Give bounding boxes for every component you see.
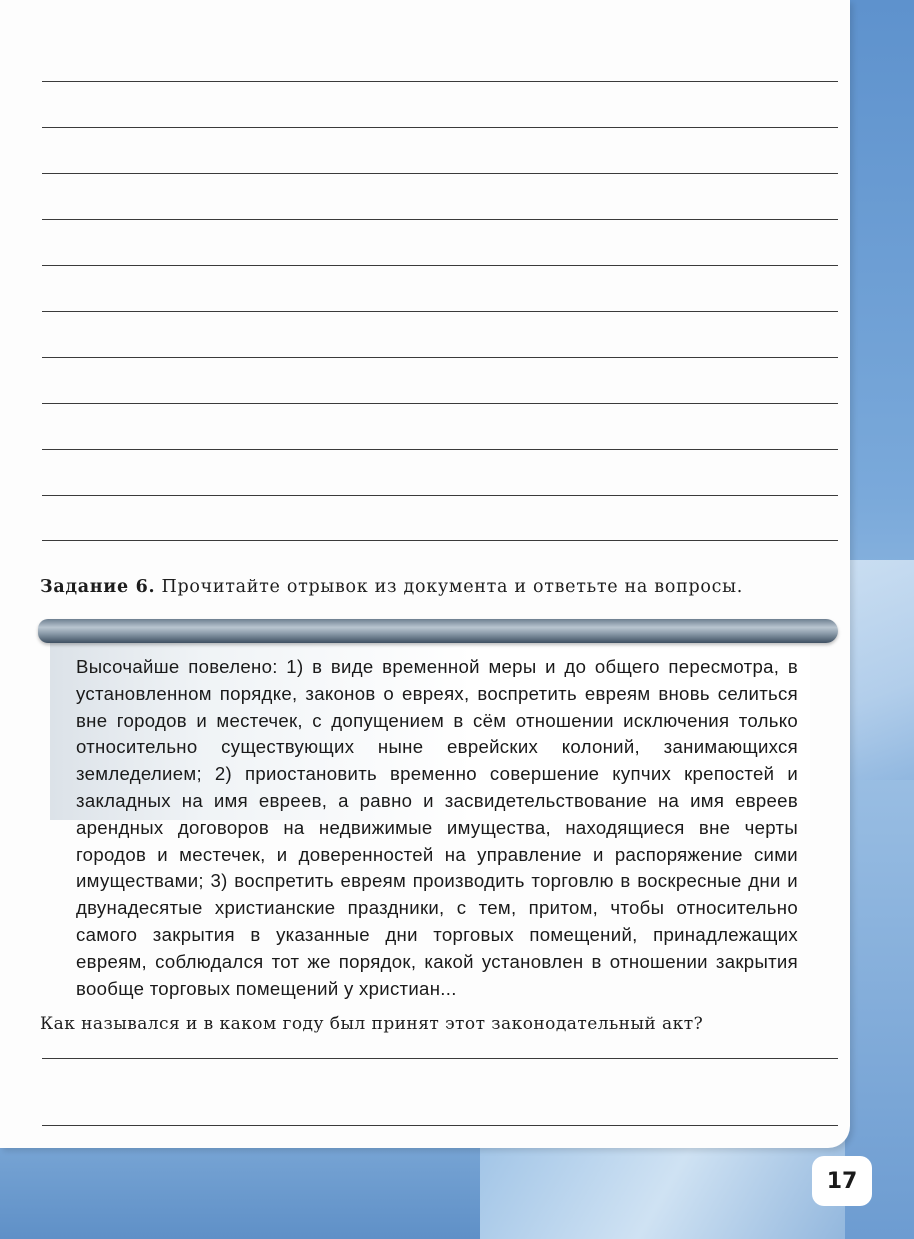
answer-line[interactable] xyxy=(42,311,838,312)
answer-line[interactable] xyxy=(42,449,838,450)
answer-line[interactable] xyxy=(42,1125,838,1126)
task-instruction: Прочитайте отрывок из документа и ответьте на вопросы. xyxy=(161,577,743,597)
task-heading xyxy=(40,577,840,597)
scroll-decoration xyxy=(38,619,838,643)
answer-line[interactable] xyxy=(42,265,838,266)
answer-line[interactable] xyxy=(42,219,838,220)
answer-line[interactable] xyxy=(42,1058,838,1059)
answer-line[interactable] xyxy=(42,403,838,404)
task-label: Задание 6. xyxy=(40,577,156,597)
answer-line[interactable] xyxy=(42,540,838,541)
background-right-highlight xyxy=(845,560,914,780)
answer-line[interactable] xyxy=(42,495,838,496)
answer-line[interactable] xyxy=(42,81,838,82)
answer-line[interactable] xyxy=(42,173,838,174)
question-text: Как назывался и в каком году был принят этот законодательный акт? xyxy=(40,1014,704,1034)
document-excerpt: Высочайше повелено: 1) в виде временной меры и до общего пересмотра, в установленном порядке, законов о евреях, воспретить евреям вновь селиться вне городов и местечек, с допущением в сём отношении исключения только относительно существующих ныне еврейских колоний, занимающихся земледелием; 2) приостановить временно совершение купчих крепостей и закладных на имя евреев, а равно и засвидетельствование на имя евреев арендных договоров на недвижимые имущества, находящиеся вне черты городов и местечек, и доверенностей на управление и распоряжение сими имуществами; 3) воспретить евреям производить торговлю в воскресные дни и двунадесятые христианские праздники, с тем, притом, чтобы относительно самого закрытия в указанные дни торговых помещений, принадлежащих евреям, соблюдался тот же порядок, какой установлен в отношении закрытия вообще торговых помещений у христиан... xyxy=(76,656,798,999)
page-number: 17 xyxy=(812,1156,872,1206)
answer-line[interactable] xyxy=(42,357,838,358)
answer-line[interactable] xyxy=(42,127,838,128)
